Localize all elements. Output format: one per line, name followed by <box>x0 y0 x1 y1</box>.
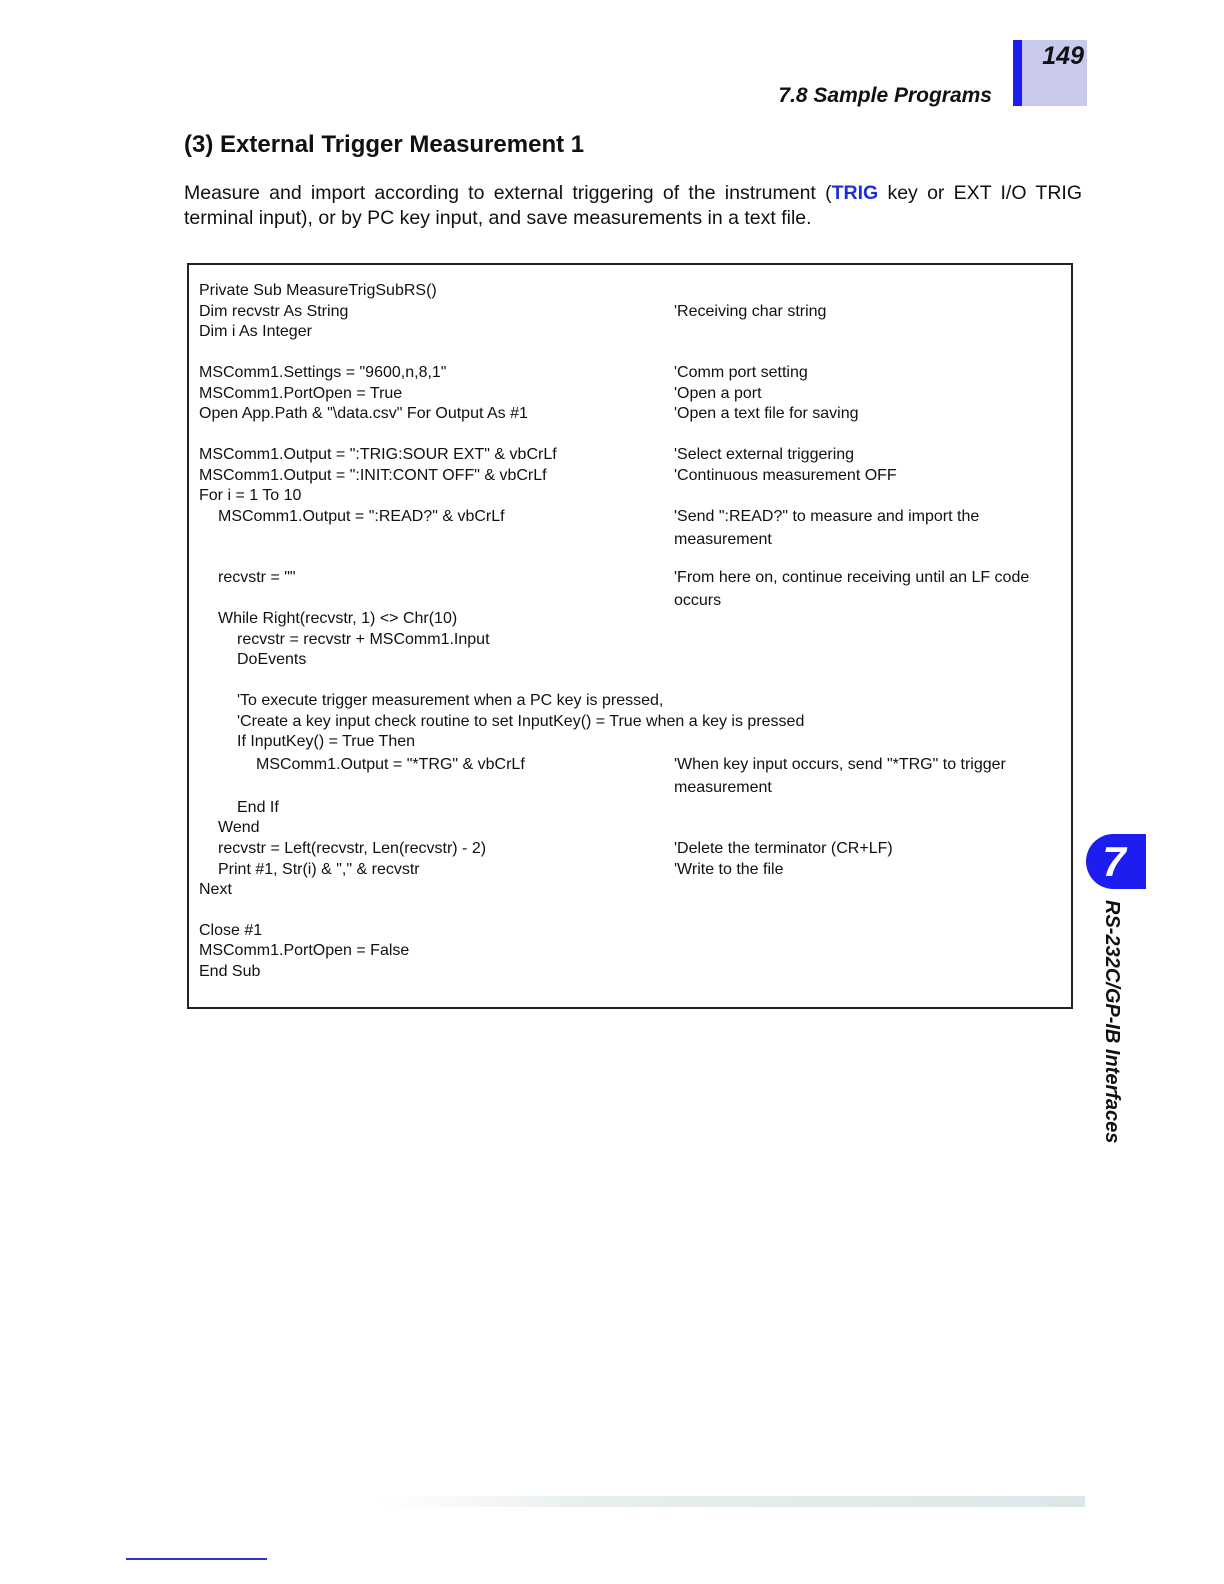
code-line: MSComm1.Output = ":READ?" & vbCrLf <box>218 508 505 525</box>
code-comment: 'When key input occurs, send "*TRG" to trigger measurement <box>674 756 1006 796</box>
code-line: MSComm1.Output = ":INIT:CONT OFF" & vbCrLf <box>199 467 547 484</box>
code-line: recvstr = recvstr + MSComm1.Input <box>237 631 490 648</box>
code-comment: 'From here on, continue receiving until an LF code occurs <box>674 569 1030 609</box>
code-comment: 'Write to the file <box>674 861 784 878</box>
code-line: 'To execute trigger measurement when a PC key is pressed, <box>237 692 664 709</box>
code-line: Dim i As Integer <box>199 323 312 340</box>
code-comment: 'Send ":READ?" to measure and import the measurement <box>674 508 980 548</box>
code-comment: 'Receiving char string <box>674 303 827 320</box>
code-comment: 'Comm port setting <box>674 364 808 381</box>
code-line: MSComm1.Output = "*TRG" & vbCrLf <box>256 756 525 773</box>
code-line: For i = 1 To 10 <box>199 487 302 504</box>
footer-decoration <box>380 1496 1085 1507</box>
chapter-tab-number: 7 <box>1102 838 1126 885</box>
code-comment: 'Open a port <box>674 385 762 402</box>
code-line: 'Create a key input check routine to set InputKey() = True when a key is pressed <box>237 713 805 730</box>
code-comment: 'Continuous measurement OFF <box>674 467 897 484</box>
code-line: Print #1, Str(i) & "," & recvstr <box>218 861 420 878</box>
section-title: 7.8 Sample Programs <box>778 84 992 107</box>
code-line: MSComm1.Settings = "9600,n,8,1" <box>199 364 447 381</box>
page-number-accent-bar <box>1013 40 1022 106</box>
trig-key-label: TRIG <box>831 182 879 204</box>
code-line: Wend <box>218 819 260 836</box>
intro-paragraph <box>184 181 1082 231</box>
footer-rule <box>126 1558 267 1560</box>
intro-text-after: key or EXT I/O TRIG terminal input), or by PC key input, and save measurements in a text file. <box>184 182 1083 229</box>
page-number: 149 <box>1042 42 1084 70</box>
code-line: MSComm1.PortOpen = False <box>199 942 410 959</box>
code-line: MSComm1.Output = ":TRIG:SOUR EXT" & vbCrLf <box>199 446 557 463</box>
code-line: Next <box>199 881 232 898</box>
code-line: MSComm1.PortOpen = True <box>199 385 403 402</box>
code-line: Open App.Path & "\data.csv" For Output As #1 <box>199 405 528 422</box>
code-line: End Sub <box>199 963 261 980</box>
page-heading: (3) External Trigger Measurement 1 <box>184 131 585 158</box>
code-line: Close #1 <box>199 922 263 939</box>
code-line: While Right(recvstr, 1) <> Chr(10) <box>218 610 458 627</box>
code-line: Dim recvstr As String <box>199 303 349 320</box>
code-comment: 'Open a text file for saving <box>674 405 859 422</box>
code-line: Private Sub MeasureTrigSubRS() <box>199 282 437 299</box>
intro-text-before: Measure and import according to external triggering of the instrument ( <box>184 182 832 204</box>
code-line: recvstr = Left(recvstr, Len(recvstr) - 2) <box>218 840 487 857</box>
code-line: recvstr = "" <box>218 569 296 586</box>
code-listing <box>187 263 1073 1009</box>
code-comment: 'Delete the terminator (CR+LF) <box>674 840 893 857</box>
code-line: If InputKey() = True Then <box>237 733 416 750</box>
code-line: End If <box>237 799 279 816</box>
code-line: DoEvents <box>237 651 307 668</box>
code-comment: 'Select external triggering <box>674 446 855 463</box>
chapter-side-label: RS-232C/GP-IB Interfaces <box>1101 900 1123 1144</box>
